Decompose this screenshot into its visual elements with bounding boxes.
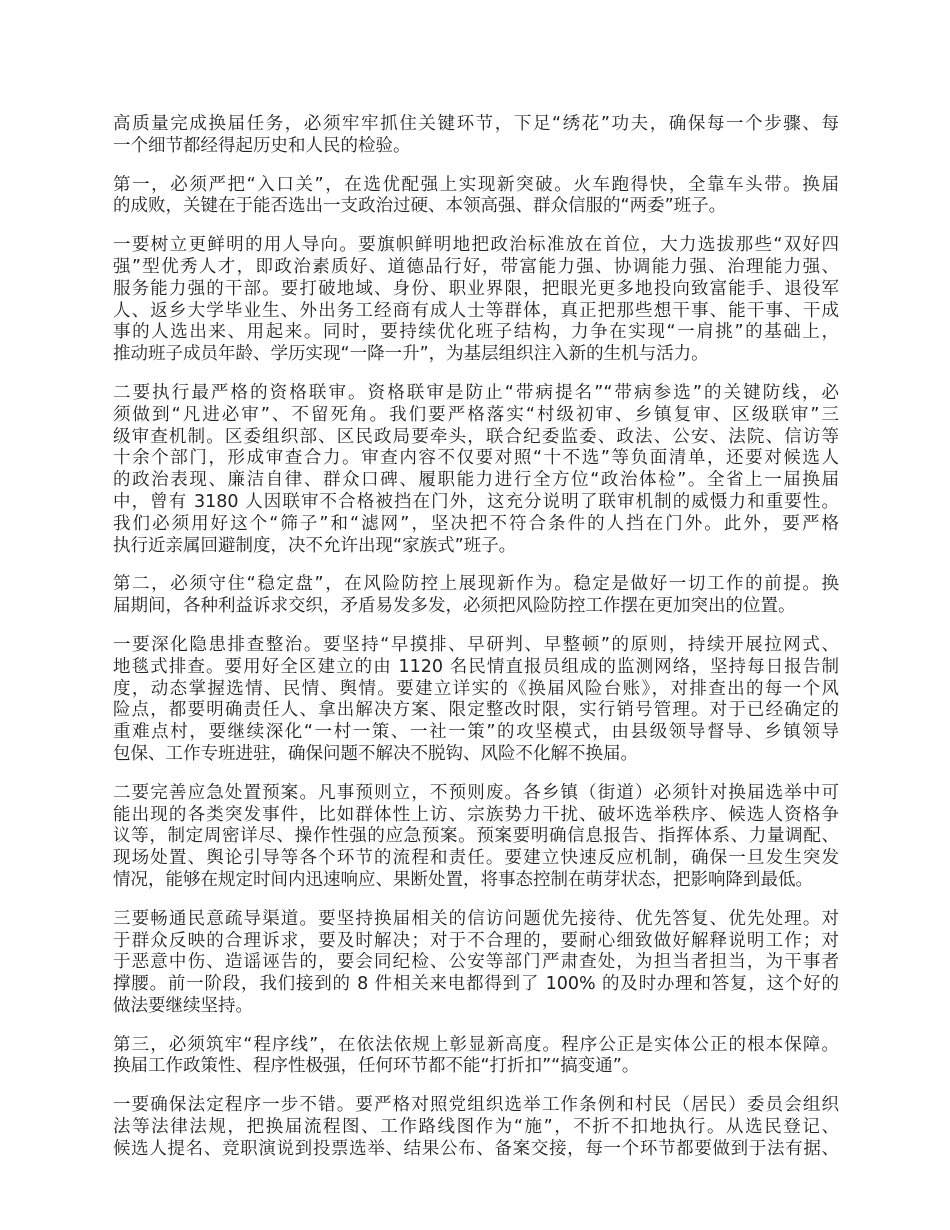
text-line: 议等，制定周密详尽、操作性强的应急预案。预案要明确信息报告、指挥体系、力量调配、: [113, 826, 839, 847]
paragraph: [113, 909, 839, 1018]
paragraph: [113, 635, 839, 766]
text-line: 情况，能够在规定时间内迅速响应、果断处置，将事态控制在萌芽状态，把影响降到最低。: [113, 869, 813, 890]
text-line: 强”型优秀人才，即政治素质好、道德品行好，带富能力强、协调能力强、治理能力强、: [113, 256, 839, 277]
text-line: 一个细节都经得起历史和人民的检验。: [113, 135, 411, 156]
text-line: 的成败，关键在于能否选出一支政治过硬、本领高强、群众信服的“两委”班子。: [113, 196, 727, 217]
paragraph: [113, 383, 839, 557]
text-line: 十余个部门，形成审查合力。审查内容不仅要对照“十不选”等负面清单，还要对候选人: [113, 448, 839, 469]
text-line: 换届工作政策性、程序性极强，任何环节都不能“打折扣”“搞变通”。: [113, 1056, 640, 1077]
paragraph: [113, 114, 839, 158]
paragraph: [113, 175, 839, 219]
text-line: 人、返乡大学毕业生、外出务工经商有成人士等群体，真正把那些想干事、能干事、干成: [113, 300, 839, 321]
text-line: 一要确保法定程序一步不错。要严格对照党组织选举工作条例和村民（居民）委员会组织: [113, 1095, 839, 1116]
text-line: 高质量完成换届任务，必须牢牢抓住关键环节，下足“绣花”功夫，确保每一个步骤、每: [113, 114, 839, 134]
text-line: 法等法律法规，把换届流程图、工作路线图作为“施”，不折不扣地执行。从选民登记、: [113, 1117, 839, 1138]
text-line: 执行近亲属回避制度，决不允许出现“家族式”班子。: [113, 535, 517, 556]
paragraph: [113, 1035, 839, 1079]
text-line: 事的人选出来、用起来。同时，要持续优化班子结构，力争在实现“一肩挑”的基础上，: [113, 322, 839, 343]
text-line: 中，曾有 3180 人因联审不合格被挡在门外，这充分说明了联审机制的威慑力和重要性。: [113, 491, 839, 512]
text-line: 第三，必须筑牢“程序线”，在依法依规上彰显新高度。程序公正是实体公正的根本保障。: [113, 1034, 839, 1055]
text-line: 重难点村，要继续深化“一村一策、一社一策”的攻坚模式，由县级领导督导、乡镇领导: [113, 722, 839, 743]
text-line: 包保、工作专班进驻，确保问题不解决不脱钩、风险不化解不换届。: [113, 743, 638, 764]
text-line: 推动班子成员年龄、学历实现“一降一升”，为基层组织注入新的生机与活力。: [113, 344, 709, 365]
text-line: 服务能力强的干部。要打破地域、身份、职业界限，把眼光更多地投向致富能手、退役军: [113, 278, 839, 299]
text-line: 三要畅通民意疏导渠道。要坚持换届相关的信访问题优先接待、优先答复、优先处理。对: [113, 908, 839, 929]
text-line: 做法要继续坚持。: [113, 995, 253, 1016]
text-line: 级审查机制。区委组织部、区民政局要牵头，联合纪委监委、政法、公安、法院、信访等: [113, 426, 839, 447]
paragraph: [113, 1095, 839, 1160]
text-line: 现场处置、舆论引导等各个环节的流程和责任。要建立快速反应机制，确保一旦发生突发: [113, 848, 839, 869]
text-line: 届期间，各种利益诉求交织，矛盾易发多发，必须把风险防控工作摆在更加突出的位置。: [113, 596, 796, 617]
text-line: 一要树立更鲜明的用人导向。要旗帜鲜明地把政治标准放在首位，大力选拔那些“双好四: [113, 235, 839, 256]
text-line: 二要完善应急处置预案。凡事预则立，不预则废。各乡镇（街道）必须针对换届选举中可: [113, 782, 839, 803]
text-line: 于恶意中伤、造谣诬告的，要会同纪检、公安等部门严肃查处，为担当者担当，为干事者: [113, 952, 839, 973]
text-line: 我们必须用好这个“筛子”和“滤网”，坚决把不符合条件的人挡在门外。此外，要严格: [113, 513, 839, 534]
text-line: 能出现的各类突发事件，比如群体性上访、宗族势力干扰、破坏选举秩序、候选人资格争: [113, 804, 839, 825]
text-line: 于群众反映的合理诉求，要及时解决；对于不合理的，要耐心细致做好解释说明工作；对: [113, 930, 839, 951]
text-line: 候选人提名、竞职演说到投票选举、结果公布、备案交接，每一个环节都要做到于法有据、: [113, 1138, 839, 1159]
text-line: 地毯式排查。要用好全区建立的由 1120 名民情直报员组成的监测网络，坚持每日报告制: [113, 656, 839, 677]
paragraph: [113, 235, 839, 366]
text-line: 一要深化隐患排查整治。要坚持“早摸排、早研判、早整顿”的原则，持续开展拉网式、: [113, 634, 839, 655]
paragraph: [113, 783, 839, 892]
text-line: 第二，必须守住“稳定盘”，在风险防控上展现新作为。稳定是做好一切工作的前提。换: [113, 574, 839, 595]
document-body: [113, 114, 839, 1178]
text-line: 的政治表现、廉洁自律、群众口碑、履职能力进行全方位“政治体检”。全省上一届换届: [113, 470, 839, 491]
text-line: 撑腰。前一阶段，我们接到的 8 件相关来电都得到了 100% 的及时办理和答复，这个好的: [113, 974, 839, 995]
text-line: 第一，必须严把“入口关”，在选优配强上实现新突破。火车跑得快，全靠车头带。换届: [113, 174, 839, 195]
text-line: 度，动态掌握选情、民情、舆情。要建立详实的《换届风险台账》，对排查出的每一个风: [113, 678, 839, 699]
text-line: 二要执行最严格的资格联审。资格联审是防止“带病提名”“带病参选”的关键防线，必: [113, 382, 839, 403]
text-line: 须做到“凡进必审”、不留死角。我们要严格落实“村级初审、乡镇复审、区级联审”三: [113, 404, 839, 425]
paragraph: [113, 574, 839, 618]
text-line: 险点，都要明确责任人、拿出解决方案、限定整改时限，实行销号管理。对于已经确定的: [113, 700, 839, 721]
